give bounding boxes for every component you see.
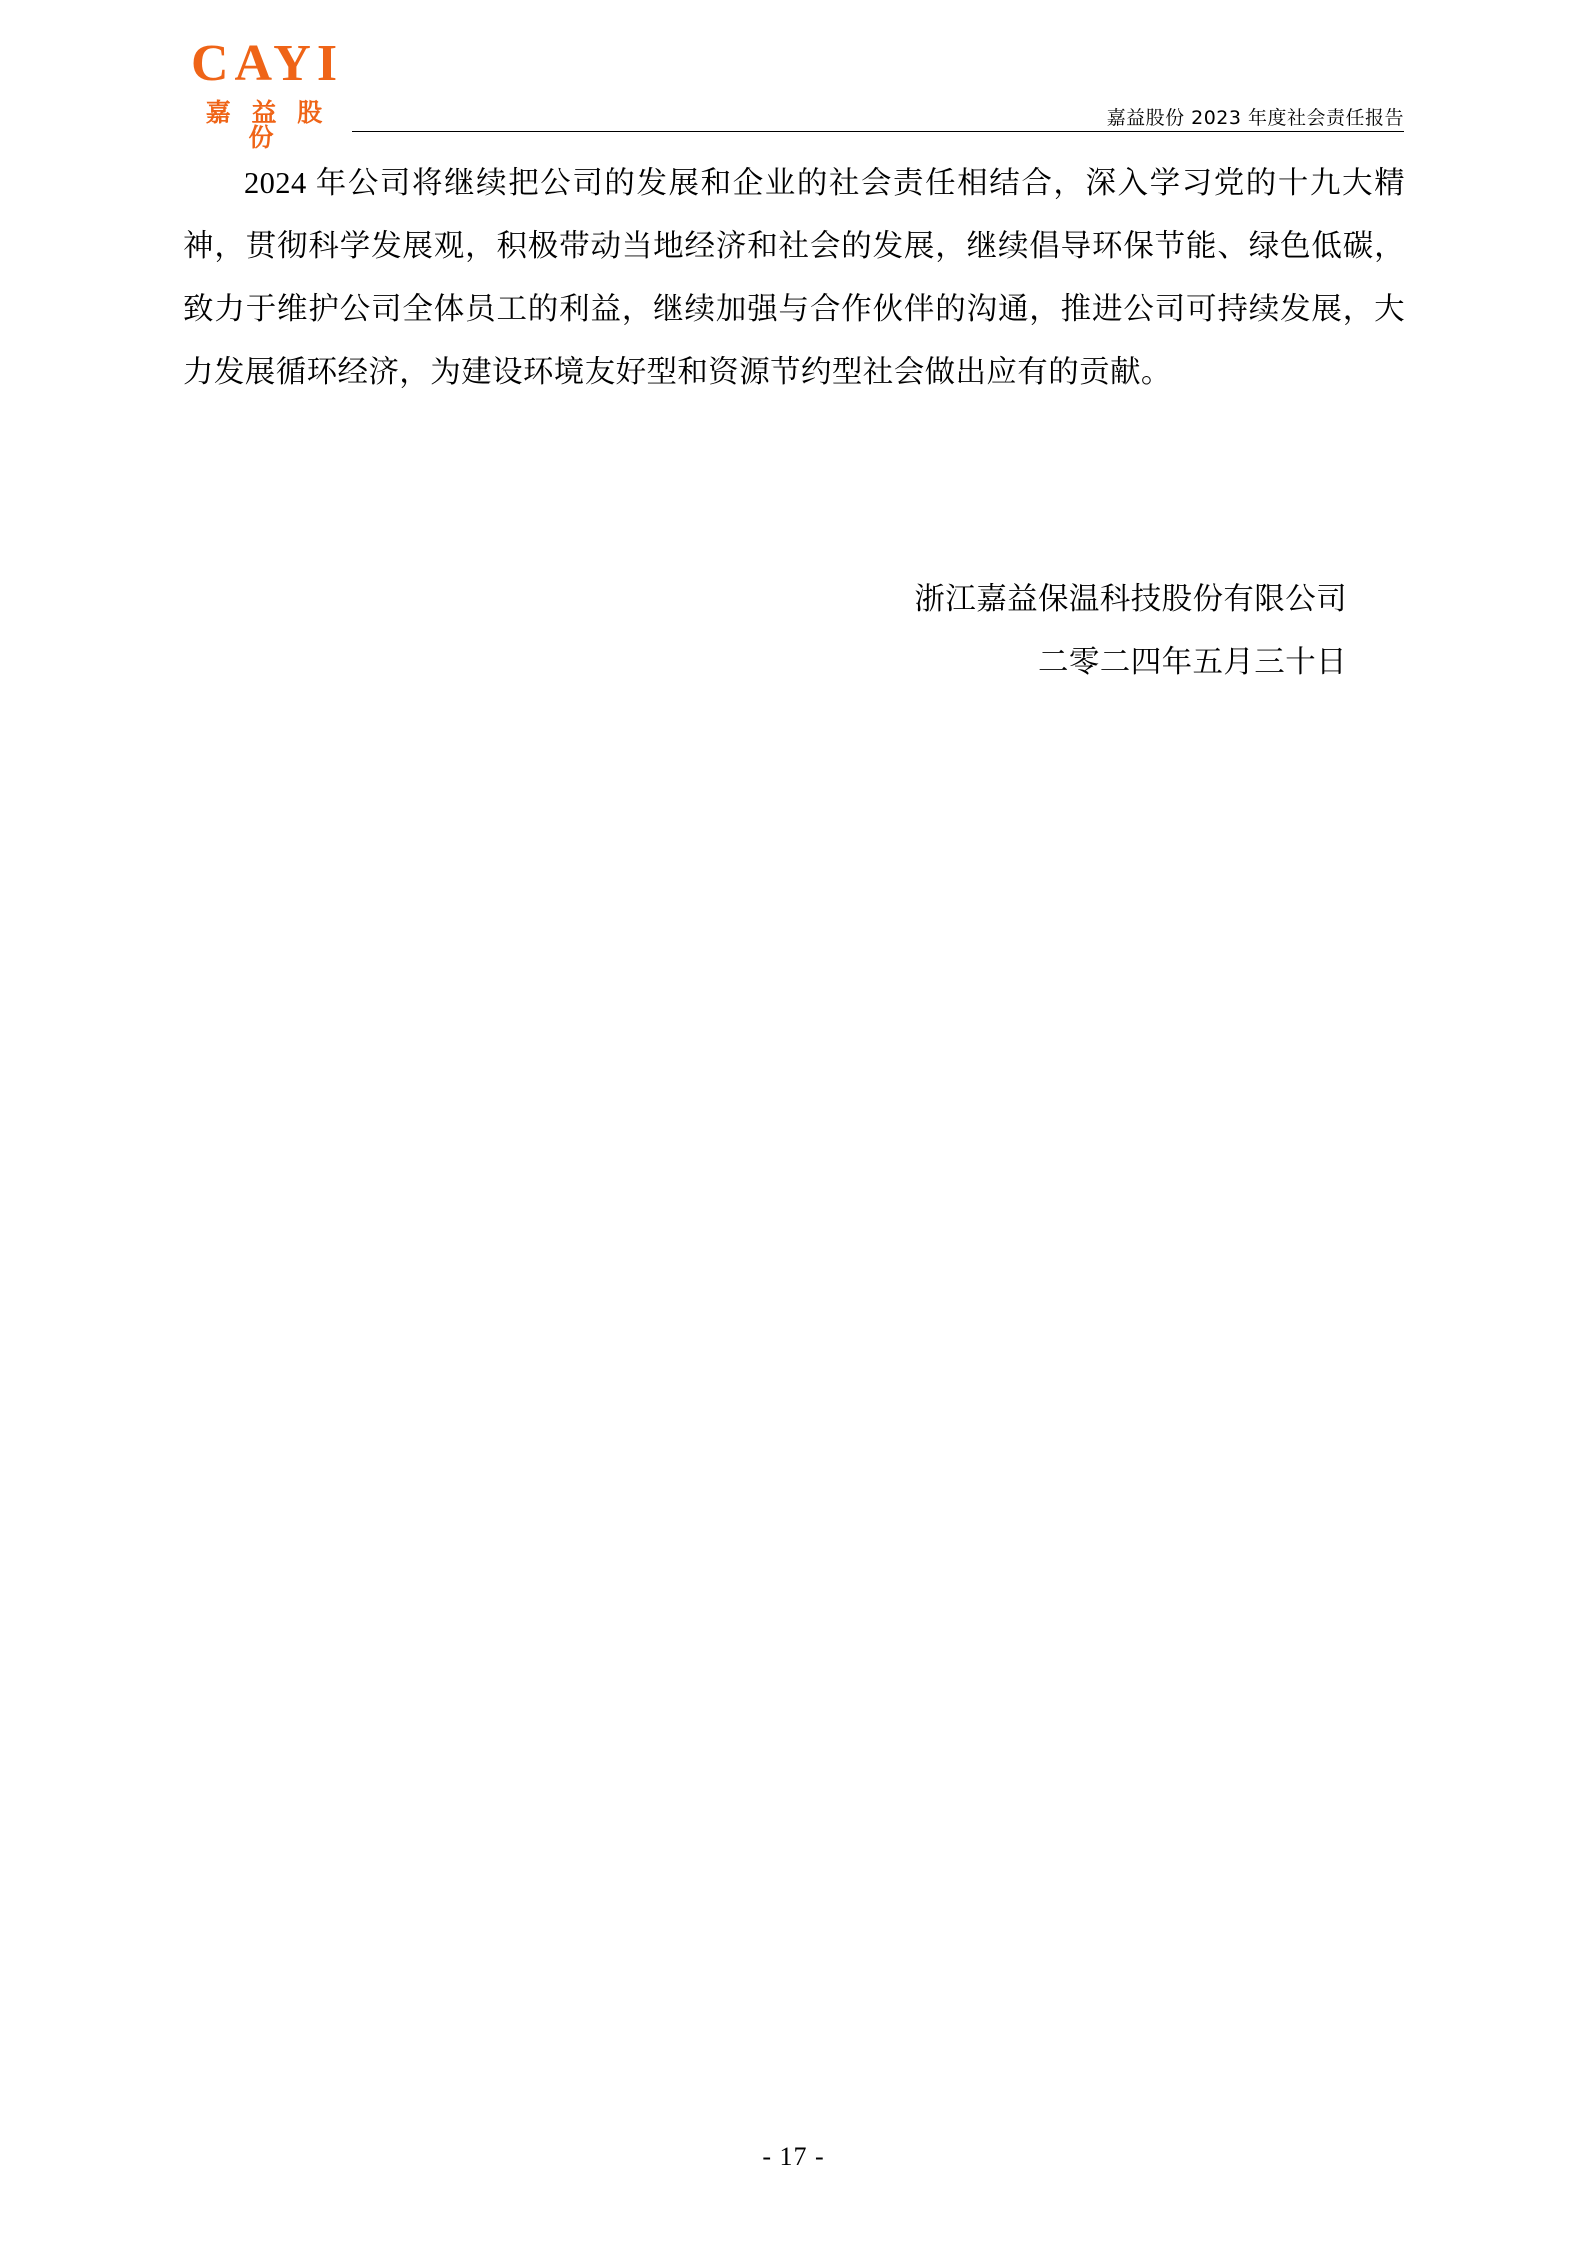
signature-block [183,568,1405,694]
signature-date: 二零二四年五月三十日 [1038,645,1347,679]
logo-wordmark-chinese: 嘉 益 股 份 [205,98,329,152]
page-number: - 17 - [762,2142,825,2171]
company-logo [184,35,344,152]
document-body [183,152,1405,404]
body-paragraph: 2024 年公司将继续把公司的发展和企业的社会责任相结合，深入学习党的十九大精神，贯彻科学发展观，积极带动当地经济和社会的发展，继续倡导环保节能、绿色低碳，致力于维护公司全体员工的利益，继续加强与合作伙伴的沟通，推进公司可持续发展，大力发展循环经济，为建设环境友好型和资源节约型社会做出应有的贡献。 [183,166,1405,389]
logo-wordmark-latin: CAYI [190,35,344,92]
header-report-title: 嘉益股份 2023 年度社会责任报告 [1106,107,1404,129]
signature-company-name: 浙江嘉益保温科技股份有限公司 [914,582,1347,616]
page-footer [0,2142,1587,2172]
header-divider [352,131,1404,132]
